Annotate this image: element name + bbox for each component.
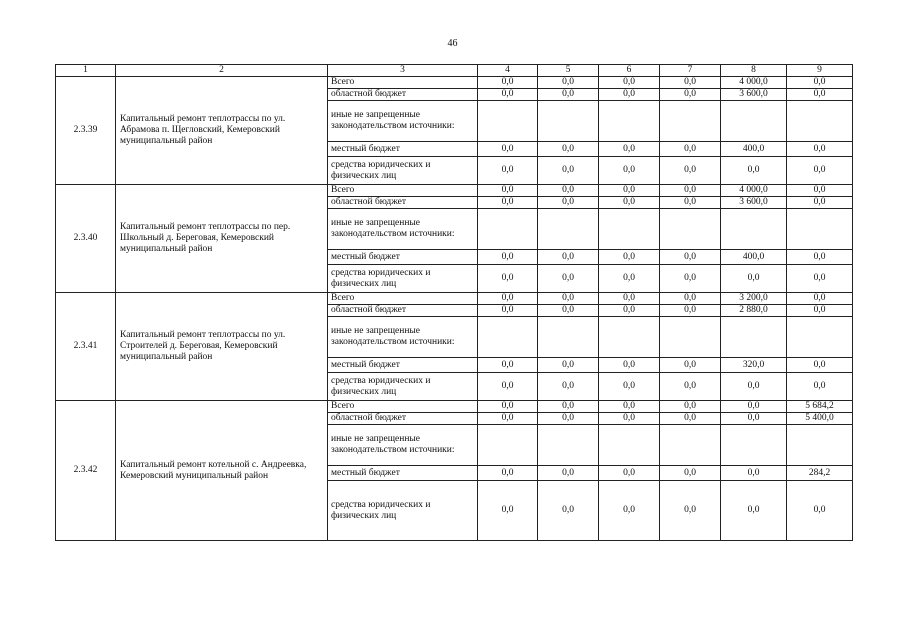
amount-cell: 0,0 xyxy=(599,77,660,89)
amount-cell: 0,0 xyxy=(660,197,721,209)
amount-cell: 0,0 xyxy=(660,373,721,401)
source-label: средства юридических и физических лиц xyxy=(328,481,478,541)
empty-cell xyxy=(478,425,538,466)
amount-cell: 0,0 xyxy=(721,157,787,185)
empty-cell xyxy=(599,209,660,250)
amount-cell: 0,0 xyxy=(599,250,660,265)
amount-cell: 0,0 xyxy=(721,373,787,401)
amount-cell: 0,0 xyxy=(660,157,721,185)
amount-cell: 0,0 xyxy=(599,413,660,425)
amount-cell: 0,0 xyxy=(538,142,599,157)
column-header: 2 xyxy=(116,65,328,77)
amount-cell: 0,0 xyxy=(538,250,599,265)
source-label: местный бюджет xyxy=(328,250,478,265)
amount-cell: 0,0 xyxy=(660,142,721,157)
amount-cell: 0,0 xyxy=(478,89,538,101)
amount-cell: 0,0 xyxy=(721,481,787,541)
amount-cell: 0,0 xyxy=(599,89,660,101)
amount-cell: 0,0 xyxy=(478,142,538,157)
empty-cell xyxy=(721,209,787,250)
amount-cell: 0,0 xyxy=(538,401,599,413)
amount-cell: 0,0 xyxy=(599,157,660,185)
column-header: 8 xyxy=(721,65,787,77)
amount-cell: 0,0 xyxy=(599,358,660,373)
empty-cell xyxy=(538,209,599,250)
amount-cell: 5 684,2 xyxy=(787,401,853,413)
amount-cell: 0,0 xyxy=(538,373,599,401)
amount-cell: 0,0 xyxy=(538,358,599,373)
item-name: Капитальный ремонт котельной с. Андреевка, Кемеровский муниципальный район xyxy=(116,401,328,541)
amount-cell: 0,0 xyxy=(538,185,599,197)
amount-cell: 0,0 xyxy=(660,413,721,425)
amount-cell: 0,0 xyxy=(478,293,538,305)
source-label: иные не запрещенные законодательством источники: xyxy=(328,101,478,142)
empty-cell xyxy=(538,101,599,142)
item-name: Капитальный ремонт теплотрассы по пер. Школьный д. Береговая, Кемеровский муниципальный район xyxy=(116,185,328,293)
amount-cell: 0,0 xyxy=(538,413,599,425)
empty-cell xyxy=(660,209,721,250)
amount-cell: 0,0 xyxy=(599,265,660,293)
item-name: Капитальный ремонт теплотрассы по ул. Абрамова п. Щегловский, Кемеровский муниципальный район xyxy=(116,77,328,185)
amount-cell: 0,0 xyxy=(478,466,538,481)
amount-cell: 400,0 xyxy=(721,142,787,157)
amount-cell: 0,0 xyxy=(660,305,721,317)
amount-cell: 0,0 xyxy=(787,142,853,157)
item-code: 2.3.39 xyxy=(56,77,116,185)
empty-cell xyxy=(599,101,660,142)
empty-cell xyxy=(660,425,721,466)
amount-cell: 0,0 xyxy=(599,142,660,157)
source-label: средства юридических и физических лиц xyxy=(328,265,478,293)
amount-cell: 0,0 xyxy=(599,185,660,197)
amount-cell: 4 000,0 xyxy=(721,77,787,89)
empty-cell xyxy=(538,317,599,358)
amount-cell: 0,0 xyxy=(599,401,660,413)
source-label: местный бюджет xyxy=(328,466,478,481)
amount-cell: 0,0 xyxy=(599,197,660,209)
amount-cell: 320,0 xyxy=(721,358,787,373)
amount-cell: 400,0 xyxy=(721,250,787,265)
amount-cell: 0,0 xyxy=(599,481,660,541)
amount-cell: 0,0 xyxy=(599,466,660,481)
empty-cell xyxy=(538,425,599,466)
source-label: иные не запрещенные законодательством источники: xyxy=(328,425,478,466)
amount-cell: 284,2 xyxy=(787,466,853,481)
source-label: Всего xyxy=(328,401,478,413)
amount-cell: 0,0 xyxy=(478,373,538,401)
empty-cell xyxy=(787,317,853,358)
source-label: Всего xyxy=(328,77,478,89)
amount-cell: 0,0 xyxy=(787,77,853,89)
empty-cell xyxy=(721,101,787,142)
empty-cell xyxy=(660,317,721,358)
amount-cell: 0,0 xyxy=(660,89,721,101)
source-label: областной бюджет xyxy=(328,413,478,425)
source-label: средства юридических и физических лиц xyxy=(328,373,478,401)
amount-cell: 0,0 xyxy=(787,185,853,197)
amount-cell: 0,0 xyxy=(478,250,538,265)
amount-cell: 0,0 xyxy=(478,413,538,425)
column-header: 6 xyxy=(599,65,660,77)
source-label: местный бюджет xyxy=(328,358,478,373)
empty-cell xyxy=(599,425,660,466)
budget-table xyxy=(55,64,853,541)
amount-cell: 0,0 xyxy=(660,185,721,197)
amount-cell: 0,0 xyxy=(721,413,787,425)
amount-cell: 0,0 xyxy=(538,77,599,89)
item-code: 2.3.40 xyxy=(56,185,116,293)
column-header: 1 xyxy=(56,65,116,77)
amount-cell: 0,0 xyxy=(787,157,853,185)
source-label: Всего xyxy=(328,185,478,197)
amount-cell: 3 600,0 xyxy=(721,89,787,101)
page-number: 46 xyxy=(447,38,458,49)
source-label: областной бюджет xyxy=(328,305,478,317)
amount-cell: 5 400,0 xyxy=(787,413,853,425)
amount-cell: 0,0 xyxy=(538,89,599,101)
amount-cell: 0,0 xyxy=(538,305,599,317)
amount-cell: 4 000,0 xyxy=(721,185,787,197)
amount-cell: 0,0 xyxy=(538,157,599,185)
amount-cell: 3 600,0 xyxy=(721,197,787,209)
amount-cell: 0,0 xyxy=(478,358,538,373)
item-name: Капитальный ремонт теплотрассы по ул. Строителей д. Береговая, Кемеровский муниципальный район xyxy=(116,293,328,401)
amount-cell: 0,0 xyxy=(660,77,721,89)
empty-cell xyxy=(721,425,787,466)
amount-cell: 0,0 xyxy=(660,265,721,293)
amount-cell: 0,0 xyxy=(538,466,599,481)
source-label: Всего xyxy=(328,293,478,305)
amount-cell: 0,0 xyxy=(478,401,538,413)
item-code: 2.3.42 xyxy=(56,401,116,541)
amount-cell: 0,0 xyxy=(787,197,853,209)
source-label: средства юридических и физических лиц xyxy=(328,157,478,185)
amount-cell: 0,0 xyxy=(787,305,853,317)
column-header: 4 xyxy=(478,65,538,77)
amount-cell: 0,0 xyxy=(660,358,721,373)
amount-cell: 0,0 xyxy=(599,293,660,305)
empty-cell xyxy=(721,317,787,358)
table-row xyxy=(56,77,853,89)
amount-cell: 0,0 xyxy=(787,250,853,265)
item-code: 2.3.41 xyxy=(56,293,116,401)
source-label: областной бюджет xyxy=(328,89,478,101)
table-row xyxy=(56,401,853,413)
column-header: 5 xyxy=(538,65,599,77)
amount-cell: 0,0 xyxy=(538,481,599,541)
amount-cell: 0,0 xyxy=(599,305,660,317)
amount-cell: 0,0 xyxy=(538,293,599,305)
table-row xyxy=(56,293,853,305)
amount-cell: 0,0 xyxy=(478,265,538,293)
empty-cell xyxy=(478,101,538,142)
source-label: иные не запрещенные законодательством источники: xyxy=(328,317,478,358)
amount-cell: 0,0 xyxy=(721,401,787,413)
amount-cell: 0,0 xyxy=(787,265,853,293)
column-header: 7 xyxy=(660,65,721,77)
empty-cell xyxy=(787,209,853,250)
column-header: 9 xyxy=(787,65,853,77)
empty-cell xyxy=(660,101,721,142)
column-header-row xyxy=(56,65,853,77)
amount-cell: 0,0 xyxy=(660,401,721,413)
amount-cell: 3 200,0 xyxy=(721,293,787,305)
empty-cell xyxy=(599,317,660,358)
amount-cell: 0,0 xyxy=(660,466,721,481)
amount-cell: 0,0 xyxy=(538,265,599,293)
empty-cell xyxy=(787,425,853,466)
amount-cell: 0,0 xyxy=(721,265,787,293)
empty-cell xyxy=(787,101,853,142)
amount-cell: 0,0 xyxy=(478,157,538,185)
amount-cell: 0,0 xyxy=(599,373,660,401)
amount-cell: 0,0 xyxy=(478,197,538,209)
amount-cell: 0,0 xyxy=(787,293,853,305)
amount-cell: 0,0 xyxy=(660,250,721,265)
empty-cell xyxy=(478,209,538,250)
amount-cell: 0,0 xyxy=(660,481,721,541)
amount-cell: 2 880,0 xyxy=(721,305,787,317)
amount-cell: 0,0 xyxy=(478,481,538,541)
amount-cell: 0,0 xyxy=(787,358,853,373)
source-label: областной бюджет xyxy=(328,197,478,209)
empty-cell xyxy=(478,317,538,358)
amount-cell: 0,0 xyxy=(660,293,721,305)
amount-cell: 0,0 xyxy=(787,89,853,101)
table-row xyxy=(56,185,853,197)
amount-cell: 0,0 xyxy=(721,466,787,481)
column-header: 3 xyxy=(328,65,478,77)
source-label: иные не запрещенные законодательством источники: xyxy=(328,209,478,250)
amount-cell: 0,0 xyxy=(538,197,599,209)
amount-cell: 0,0 xyxy=(478,77,538,89)
amount-cell: 0,0 xyxy=(787,373,853,401)
source-label: местный бюджет xyxy=(328,142,478,157)
amount-cell: 0,0 xyxy=(478,305,538,317)
amount-cell: 0,0 xyxy=(478,185,538,197)
amount-cell: 0,0 xyxy=(787,481,853,541)
